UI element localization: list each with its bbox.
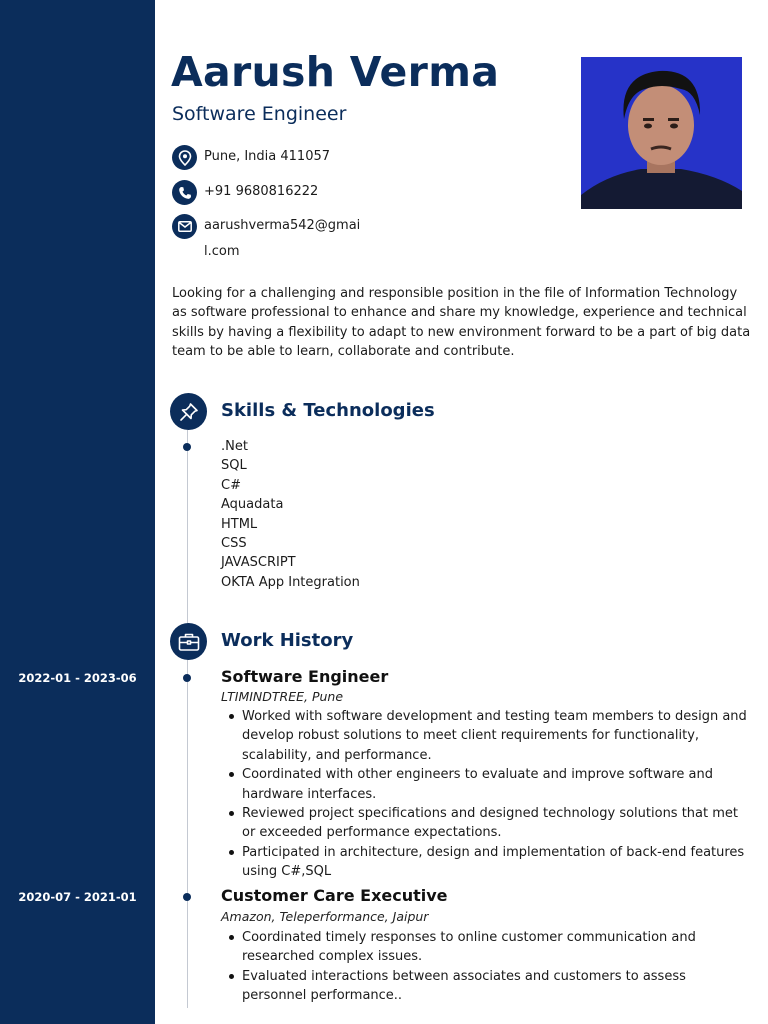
skills-timeline-dot	[183, 443, 191, 451]
profile-photo-illustration	[581, 57, 742, 209]
skill-item: CSS	[221, 536, 247, 552]
pushpin-icon	[170, 393, 207, 430]
job-1-bullets	[242, 707, 752, 882]
job-2-role: Customer Care Executive	[221, 886, 448, 905]
work-history-section-heading: Work History	[221, 630, 354, 651]
job-2-timeline-dot	[183, 893, 191, 901]
skill-item: C#	[221, 477, 241, 493]
job-1-bullet: Reviewed project specifications and designed technology solutions that met or exceeded performance expectations.	[242, 804, 752, 843]
job-2-bullet: Evaluated interactions between associates and customers to assess personnel performance..	[242, 967, 752, 1006]
candidate-title: Software Engineer	[172, 103, 347, 125]
contact-location: Pune, India 411057	[204, 149, 331, 164]
job-2-bullets	[242, 928, 752, 1006]
job-1-role: Software Engineer	[221, 667, 389, 686]
contact-phone: +91 9680816222	[204, 184, 319, 199]
skills-list	[221, 437, 360, 592]
candidate-name: Aarush Verma	[171, 48, 500, 96]
contact-email-line-2: l.com	[204, 244, 240, 259]
job-2-company: Amazon, Teleperformance, Jaipur	[221, 909, 429, 924]
professional-summary: Looking for a challenging and responsible position in the file of Information Technology as software professional to enhance and share my knowledge, experience and technical skills by having a flexibility to adapt to new environment forward to be a part of big data team to be able to learn, collaborate and contribute.	[172, 286, 751, 360]
skill-item: Aquadata	[221, 497, 284, 513]
envelope-icon	[172, 214, 197, 239]
contact-email-line-1: aarushverma542@gmai	[204, 218, 361, 233]
job-1-bullet: Participated in architecture, design and implementation of back-end features using C#,SQL	[242, 843, 752, 882]
skill-item: .Net	[221, 439, 248, 454]
job-2-bullet: Coordinated timely responses to online customer communication and researched complex issues.	[242, 928, 752, 967]
skill-item: HTML	[221, 516, 258, 532]
job-1-dates: 2022-01 - 2023-06	[18, 671, 137, 685]
skill-item: SQL	[221, 458, 247, 474]
skill-item: OKTA App Integration	[221, 574, 360, 590]
job-1-bullet: Worked with software development and testing team members to design and develop robust solutions to meet client requirements for functionality, scalability, and performance.	[242, 707, 752, 765]
timeline-line	[187, 430, 188, 1008]
job-2-dates: 2020-07 - 2021-01	[18, 890, 137, 904]
skill-item: JAVASCRIPT	[221, 555, 296, 571]
left-sidebar	[0, 0, 155, 1024]
briefcase-icon	[170, 623, 207, 660]
job-1-company: LTIMINDTREE, Pune	[221, 689, 344, 704]
profile-photo	[581, 57, 742, 209]
skills-section-heading: Skills & Technologies	[221, 400, 435, 421]
job-1-bullet: Coordinated with other engineers to evaluate and improve software and hardware interfaces.	[242, 765, 752, 804]
job-1-timeline-dot	[183, 674, 191, 682]
phone-icon	[172, 180, 197, 205]
map-pin-icon	[172, 145, 197, 170]
